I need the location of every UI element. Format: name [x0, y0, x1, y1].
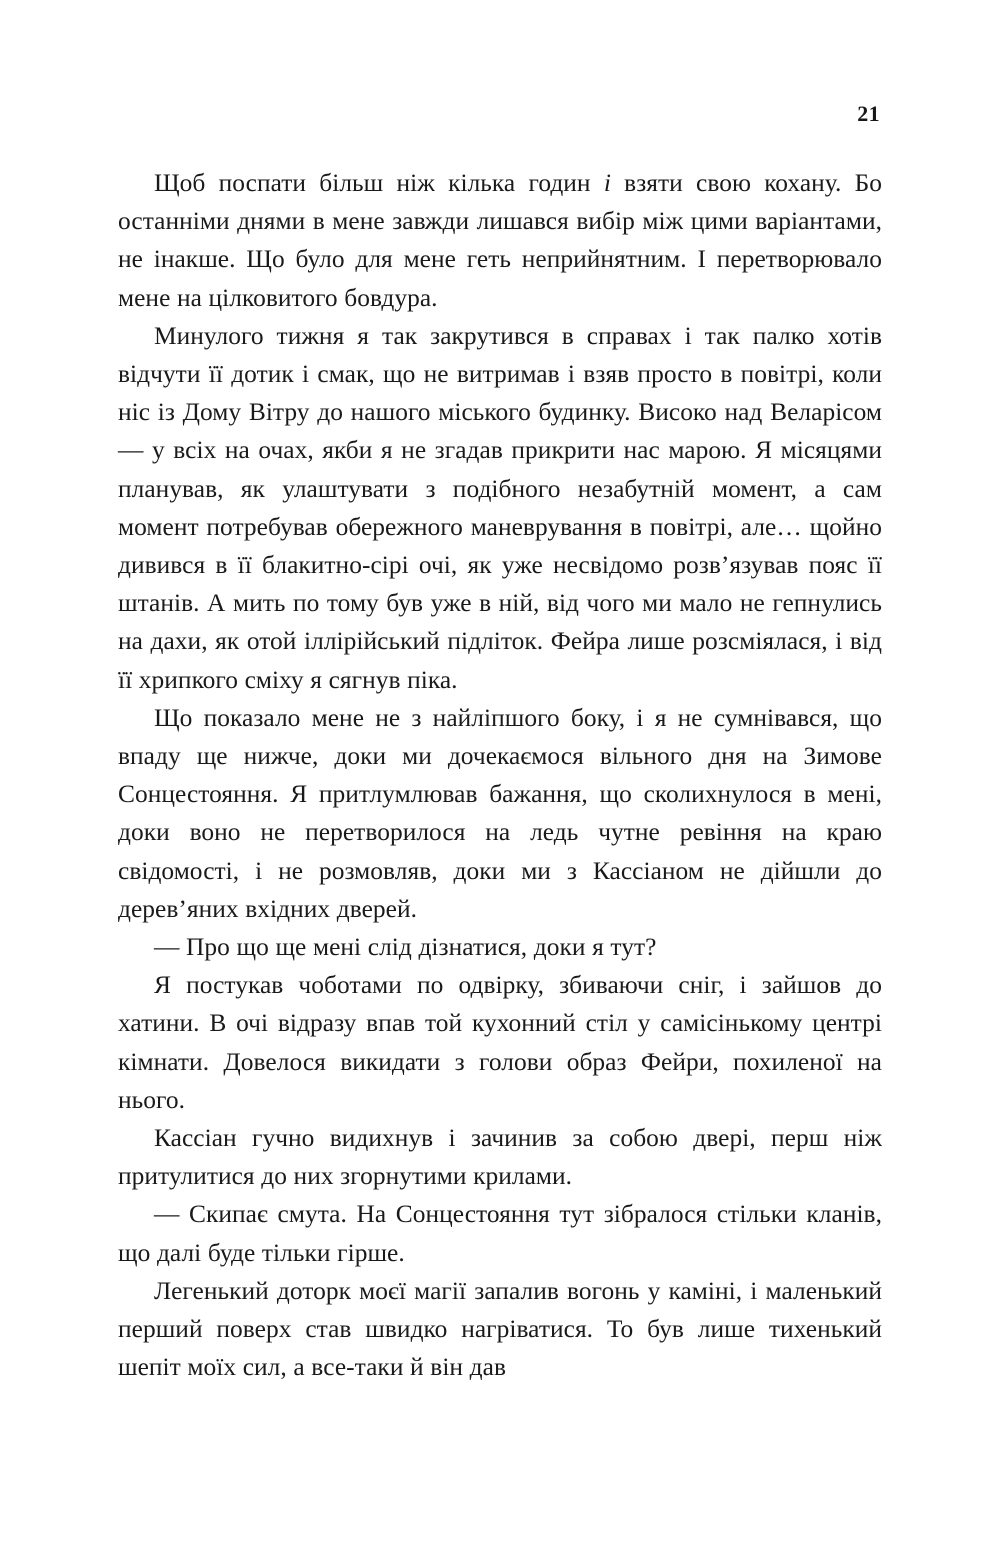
- italic-word: і: [603, 169, 611, 197]
- dialogue-paragraph: — Скипає смута. На Сонцестояння тут зібралося стільки кланів, що далі буде тільки гірше.: [118, 1200, 882, 1267]
- dialogue-paragraph: — Про що ще мені слід дізнатися, доки я тут?: [154, 933, 657, 962]
- paragraph: [118, 164, 882, 317]
- paragraph: Що показало мене не з найліпшого боку, і я не сумнівався, що впаду ще нижче, доки ми дочекаємося вільного дня на Зимове Сонцестояння. Я притлумлював бажання, що сколихнулося в мені, доки воно не перетворилося на ледь чутне ревіння на краю свідомості, і не розмовляв, доки ми з Кассіаном не дійшли до дерев’яних вхідних дверей.: [118, 703, 882, 923]
- body-text-block: [118, 164, 882, 1387]
- paragraph: Кассіан гучно видихнув і зачинив за собою двері, перш ніж притулитися до них згорнутими крилами.: [118, 1124, 882, 1191]
- paragraph-text-part: Щоб поспати більш ніж кілька годин: [154, 169, 604, 197]
- paragraph-text-part: взяти свою кохану. Бо останніми днями в мене завжди лишався вибір між цими варіантами, не інакше. Що було для мене геть неприйнятним. І перетворювало мене на цілковитого бовдура.: [118, 169, 882, 312]
- paragraph: Я постукав чоботами по одвірку, збиваючи сніг, і зайшов до хатини. В очі відразу впав той кухонний стіл у самісінькому центрі кімнати. Довелося викидати з голови образ Фейри, похиленої на нього.: [118, 971, 882, 1114]
- paragraph: Минулого тижня я так закрутився в справах і так палко хотів відчути її дотик і смак, що не витримав і взяв просто в повітрі, коли ніс із Дому Вітру до нашого міського будинку. Високо над Веларісом — у всіх на очах, якби я не згадав прикрити нас марою. Я місяцями планував, як улаштувати з подібного незабутній момент, а сам момент потребував обережного маневрування в повітрі, але… щойно дивився в її блакитно-сірі очі, як уже несвідомо розв’язував пояс її штанів. А мить по тому був уже в ній, від чого ми мало не гепнулись на дахи, як отой іллірійський підліток. Фейра лише розсміялася, і від її хрипкого сміху я сягнув піка.: [118, 321, 882, 694]
- page-number: 21: [857, 101, 880, 126]
- paragraph: Легенький доторк моєї магії запалив вогонь у каміні, і маленький перший поверх став швидко нагріватися. То був лише тихенький шепіт моїх сил, а все-таки й він дав: [118, 1276, 882, 1382]
